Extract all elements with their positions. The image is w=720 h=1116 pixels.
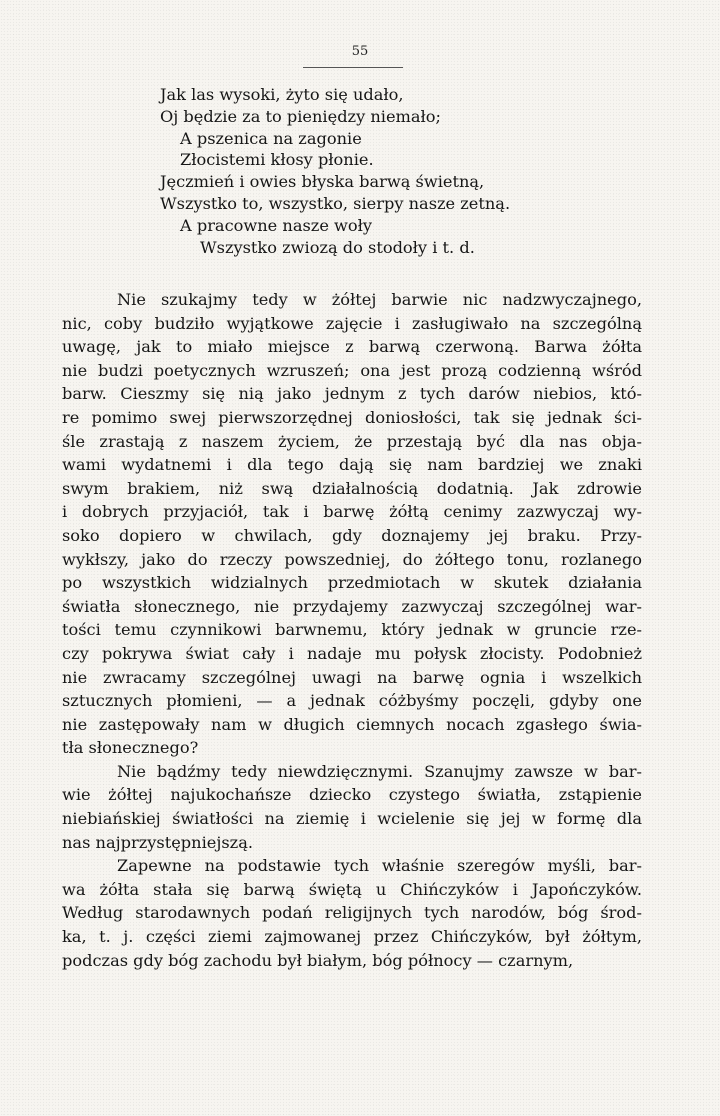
page-number: 55 (351, 44, 369, 59)
paragraph-line: nie zastępowały nam w długich ciemnych nocach zgasłego świa- (62, 714, 642, 734)
poem-line: Jęczmień i owies błyska barwą świetną, (160, 172, 485, 192)
poem-line: A pracowne nasze woły (180, 215, 373, 235)
paragraph-line: śle zrastają z naszem życiem, że przestają być dla nas obja- (62, 431, 642, 451)
paragraph-line: po wszystkich widzialnych przedmiotach w skutek działania (62, 573, 642, 593)
paragraph-line: czy pokrywa świat cały i nadaje mu połysk złocisty. Podobnież (62, 643, 642, 663)
poem-line: Oj będzie za to pieniędzy niemało; (160, 106, 442, 126)
paragraph-line: wykłszy, jako do rzeczy powszedniej, do żółtego tonu, rozlanego (62, 549, 642, 569)
paragraph-line: wa żółta stała się barwą świętą u Chińczyków i Japończyków. (62, 879, 642, 899)
paragraph-line: Nie bądźmy tedy niewdzięcznymi. Szanujmy zawsze w bar- (117, 761, 642, 781)
paragraph-line: i dobrych przyjaciół, tak i barwę żółtą cenimy zazwyczaj wy- (62, 502, 642, 522)
paragraph-line: swym brakiem, niż swą działalnością dodatnią. Jak zdrowie (62, 478, 642, 498)
paragraph-line: sztucznych płomieni, — a jednak cóżbyśmy poczęli, gdyby one (62, 691, 642, 711)
paragraph-line: nie zwracamy szczególnej uwagi na barwę ognia i wszelkich (62, 667, 642, 687)
poem-line: A pszenica na zagonie (180, 128, 362, 148)
paragraph-line: światła słonecznego, nie przydajemy zazwyczaj szczególnej war- (62, 596, 642, 616)
paragraph-line: wami wydatnemi i dla tego dają się nam bardziej we znaki (62, 455, 642, 475)
paragraph-line: Zapewne na podstawie tych właśnie szeregów myśli, bar- (117, 856, 642, 876)
poem-line: Złocistemi kłosy płonie. (180, 150, 374, 170)
poem-line: Wszystko zwiozą do stodoły i t. d. (200, 237, 475, 257)
paragraph-line: wie żółtej najukochańsze dziecko czystego światła, zstąpienie (62, 785, 642, 805)
poem-line: Jak las wysoki, żyto się udało, (160, 85, 404, 104)
paragraph-line: soko dopiero w chwilach, gdy doznajemy jej braku. Przy- (62, 525, 642, 545)
poem-line: Wszystko to, wszystko, sierpy nasze zetną. (160, 193, 511, 213)
poem-block (0, 84, 720, 258)
paragraph-line: niebiańskiej światłości na ziemię i wcielenie się jej w formę dla (62, 809, 642, 829)
paragraph-line: Według starodawnych podań religijnych tych narodów, bóg środ- (62, 903, 642, 923)
paragraph-line: tła słonecznego? (62, 738, 199, 758)
prose-block (62, 288, 642, 972)
paragraph-line: tości temu czynnikowi barwnemu, który jednak w gruncie rze- (62, 620, 642, 640)
paragraph-line: uwagę, jak to miało miejsce z barwą czerwoną. Barwa żółta (62, 337, 642, 357)
paragraph-line: nas najprzystępniejszą. (62, 832, 253, 852)
header-rule (303, 67, 403, 68)
paragraph-line: podczas gdy bóg zachodu był białym, bóg północy — czarnym, (62, 950, 574, 970)
paragraph-line: ka, t. j. części ziemi zajmowanej przez Chińczyków, był żółtym, (62, 927, 642, 947)
paragraph-line: barw. Cieszmy się nią jako jednym z tych darów niebios, któ- (62, 384, 642, 404)
paragraph-line: re pomimo swej pierwszorzędnej doniosłości, tak się jednak ści- (62, 407, 642, 427)
paragraph-line: nic, coby budziło wyjątkowe zajęcie i zasługiwało na szczególną (62, 313, 642, 333)
paragraph-line: Nie szukajmy tedy w żółtej barwie nic nadzwyczajnego, (117, 290, 642, 309)
paragraph-line: nie budzi poetycznych wzruszeń; ona jest prozą codzienną wśród (62, 360, 642, 380)
